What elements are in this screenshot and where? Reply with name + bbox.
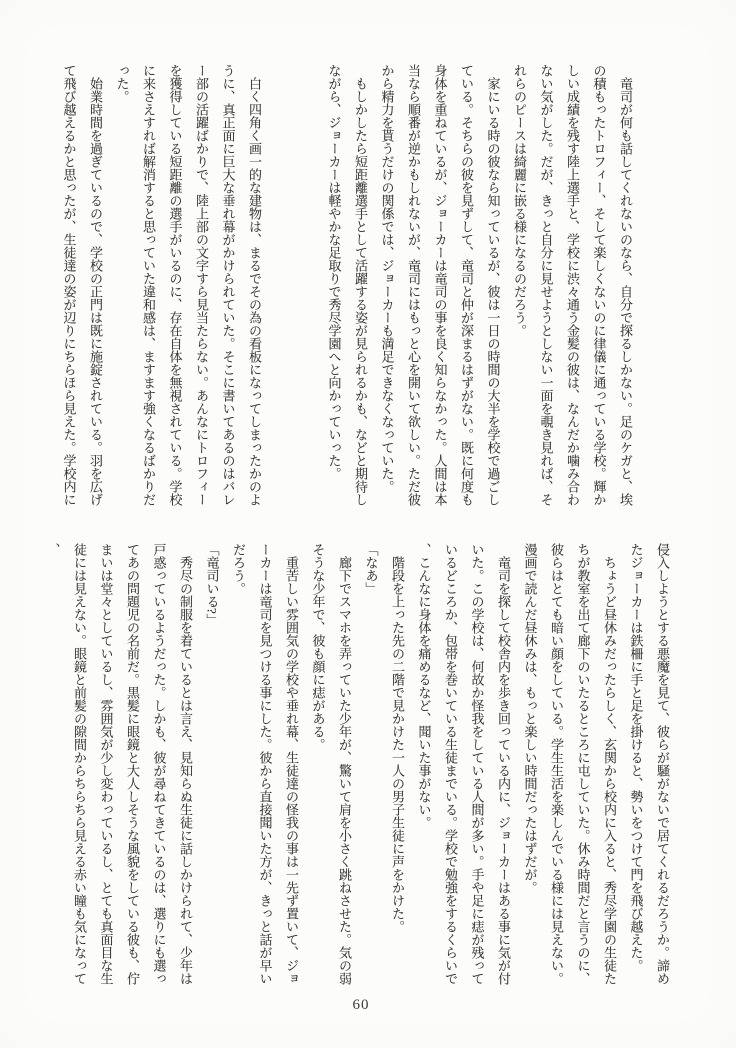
paragraph: 重苦しい雰囲気の学校や垂れ幕、生徒達の怪我の事は一先ず置いて、ジョーカーは竜司を見つける事にした。彼から直接聞いた方が、きっと話が早いだろう。 [231, 543, 299, 985]
paragraph: ちょうど昼休みだったらしく、玄関から校内に入ると、秀尽学園の生徒たちが教室を出て廊下のいたるところに屯していた。休み時間だと言うのに、彼らはとても暗い顔をしている。学生生活を楽しんでいる様には見えない。漫画で読んだ昼休みは、もっと楽しい時間だったはずだが。 [522, 543, 617, 985]
paragraph: 始業時間を過ぎているので、学校の正門は既に施錠されている。羽を広げて飛び越えるかと思ったが、生徒達の姿が辺りにちらほら見えた。学校内に [61, 64, 103, 506]
paragraph: 家にいる時の彼なら知っているが、彼は一日の時間の大半を学校で過ごしている。そちらの彼を見ずして、竜司と仲が深まるはずがない。既に何度も身体を重ねているが、ジョーカーは竜司の事を良く知らなかった。人間は本当なら順番が逆かもしれないが、竜司にはもっと心を開いて欲しい。ただ彼から精力を貰うだけの関係では、ジョーカーも満足できなくなっていた。 [379, 64, 501, 506]
paragraph: 白く四角く画一的な建物は、まるでその為の看板になってしまったかのように、真正面に巨大な垂れ幕がかけられていた。そこに書いてあるのはバレー部の活躍ばかりで、陸上部の文字すら見当たらない。あんなにトロフィーを獲得している短距離の選手がいるのに、存在自体を無視されている。学校に来さえすれば解消すると思っていた違和感は、ますます強くなるばかりだった。 [114, 64, 262, 506]
lower-text-band [39, 543, 675, 985]
upper-text-band [55, 64, 638, 506]
paragraph: 「竜司いる?」 [204, 543, 220, 627]
paragraph: 階段を上った先の二階で見かけた一人の男子生徒に声をかけた。 [390, 556, 405, 933]
paragraph: 秀尽の制服を着ているとは言え、見知らぬ生徒に話しかけられて、少年は戸惑っているようだった。しかも、彼が尋ねてきているのは、選りにも選ってあの問題児の名前だ。黒髪に眼鏡と大人しそうな風貌をしている彼も、佇まいは堂々としているし、雰囲気が少し変わっているし、とても真面目な生徒には見えない。眼鏡と前髪の隙間からちらちら見える赤い瞳も気になって、 [45, 543, 193, 985]
paragraph: もしかしたら短距離選手として活躍する姿が見られるかも、などと期待しながら、ジョーカーは軽やかな足取りで秀尽学園へと向かっていった。 [326, 64, 368, 506]
paragraph: 竜司が何も話してくれないのなら、自分で探るしかない。足のケガと、埃の積もったトロフィー、そして楽しくないのに律儀に通っている学校。輝かしい成績を残す陸上選手と、学校に渋々通う金髪の彼は、なんだか噛み合わない気がした。だが、きっと自分に見せようとしない一面を覗き見れば、それらのピースは綺麗に嵌る様になるのだろう。 [512, 64, 633, 506]
paragraph: 侵入しようとする悪魔を見て、彼らが騒がないで居てくれるだろうか。諦めたジョーカーは鉄柵に手と足を掛けると、勢いをつけて門を飛び越えた。 [628, 543, 670, 985]
paragraph: 「なあ」 [363, 543, 379, 595]
paragraph: 竜司を探して校舎内を歩き回っている内に、ジョーカーはある事に気が付いた。この学校は、何故か怪我をしている人間が多い。手や足に痣が残っているどころか、包帯を巻いている生徒までいる。学校で勉強をするくらいで、こんなに身体を痛めるなど、聞いた事がない。 [416, 543, 511, 985]
paragraph: 廊下でスマホを弄っていた少年が、驚いて肩を小さく跳ねさせた。気の弱そうな少年で、彼も顔に痣がある。 [310, 543, 352, 985]
page-number: 60 [352, 997, 370, 1013]
